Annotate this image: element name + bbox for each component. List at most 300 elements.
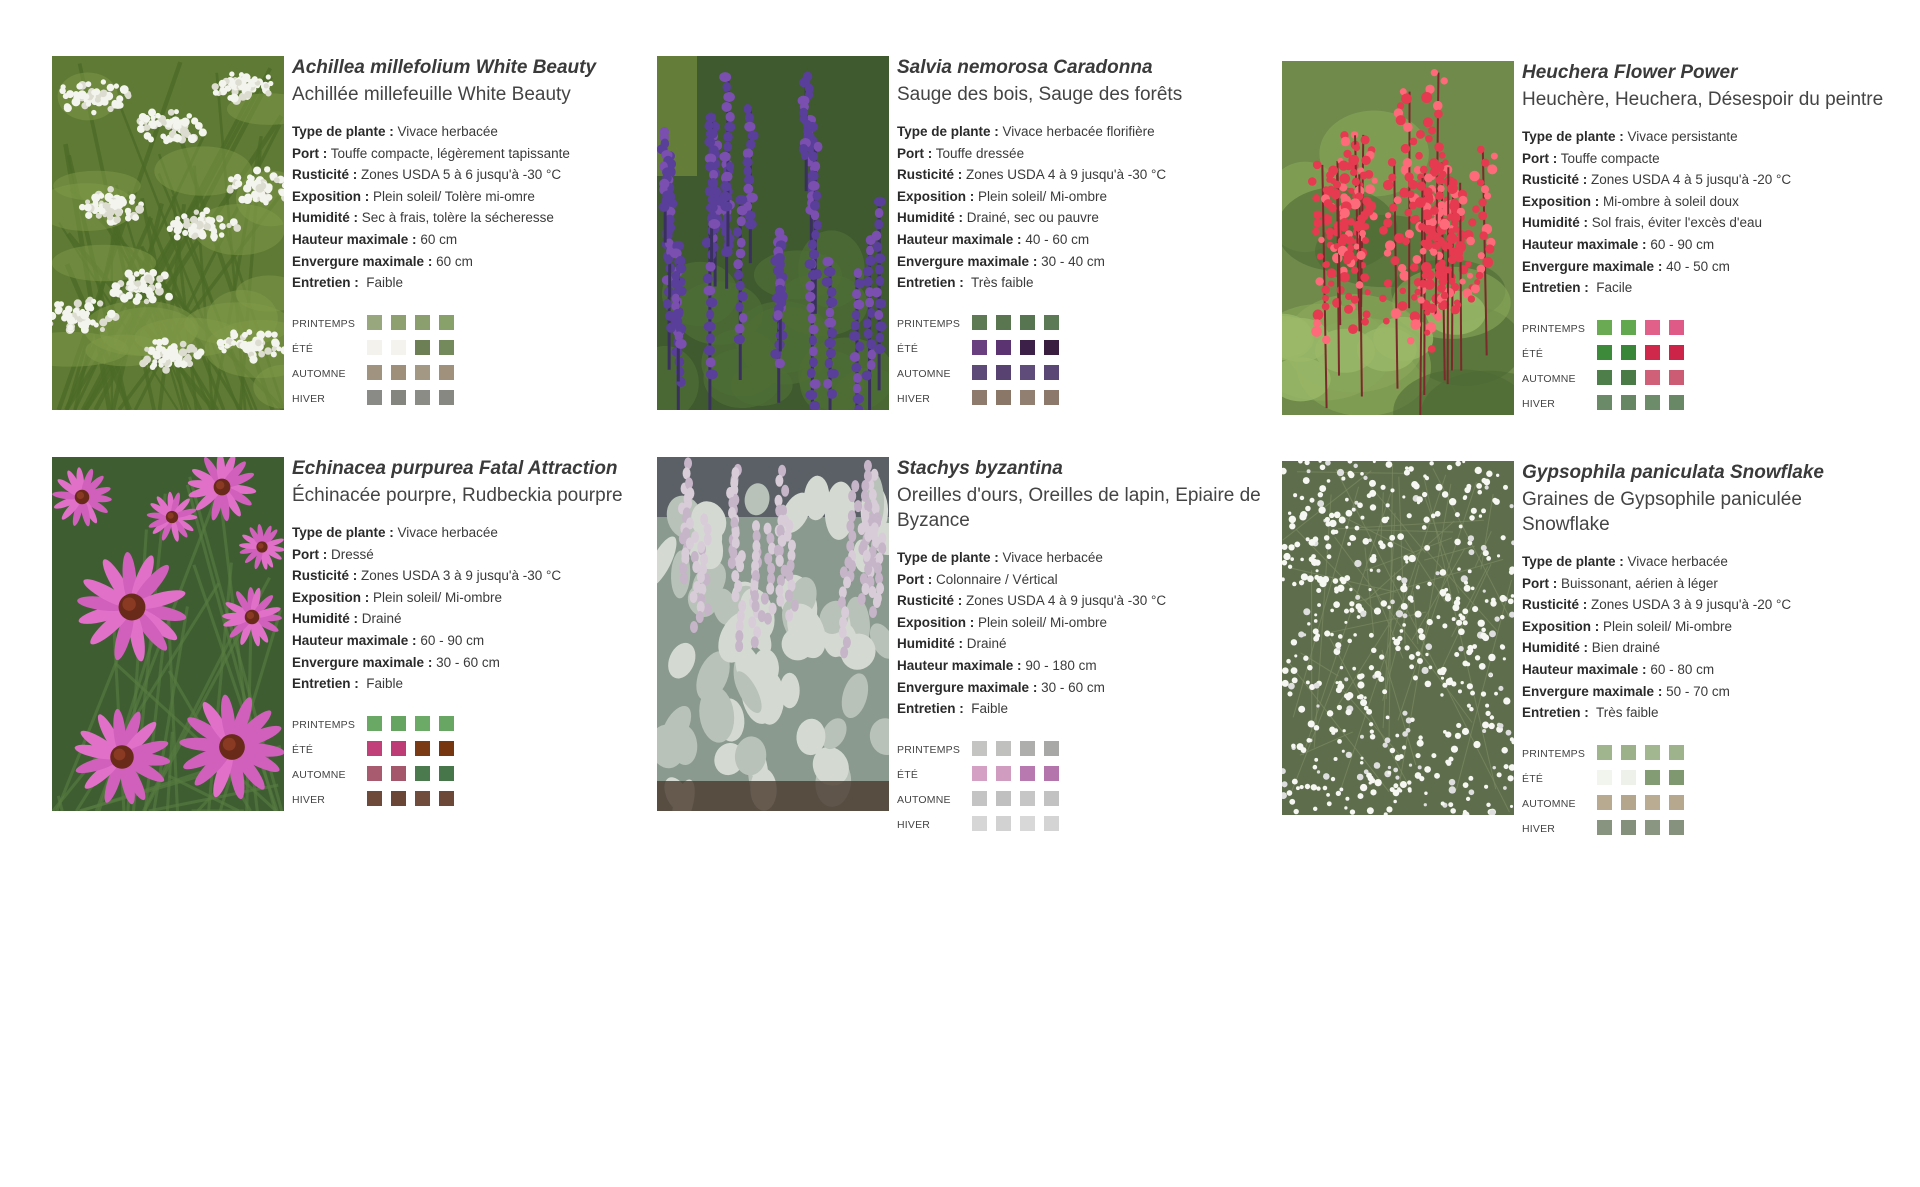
color-swatch — [1044, 340, 1059, 355]
color-swatch — [415, 741, 430, 756]
season-row-printemps — [1522, 319, 1892, 344]
color-swatch — [415, 791, 430, 806]
latin-name: Salvia nemorosa Caradonna — [897, 57, 1153, 78]
fact-rusticite — [897, 164, 1267, 186]
fact-label: Port : — [897, 571, 933, 587]
fact-value: Vivace herbacée florifière — [1002, 124, 1155, 139]
fact-label: Humidité : — [897, 210, 963, 226]
color-swatch — [996, 365, 1011, 380]
color-swatch — [367, 340, 382, 355]
fact-value: 60 cm — [420, 231, 458, 247]
fact-label: Entretien : — [292, 275, 359, 291]
fact-type — [1522, 126, 1892, 148]
season-swatches — [1597, 795, 1684, 810]
color-swatch — [1645, 820, 1660, 835]
color-swatch — [391, 340, 406, 355]
season-row-automne — [292, 364, 662, 389]
color-swatch — [972, 315, 987, 330]
fact-label: Hauteur maximale : — [1522, 236, 1647, 252]
color-swatch — [1597, 320, 1612, 335]
fact-label: Rusticité : — [292, 568, 358, 584]
season-label: AUTOMNE — [292, 768, 346, 781]
fact-label: Entretien : — [292, 676, 359, 692]
fact-value: 60 - 90 cm — [1650, 236, 1715, 252]
season-row-automne — [897, 364, 1267, 389]
season-swatches — [367, 365, 454, 380]
fact-hauteur — [897, 655, 1267, 677]
fact-label: Entretien : — [1522, 705, 1589, 721]
season-row-automne — [897, 790, 1267, 815]
color-swatch — [391, 365, 406, 380]
color-swatch — [1597, 770, 1612, 785]
fact-exposition — [897, 186, 1267, 208]
color-swatch — [972, 816, 987, 831]
color-swatch — [1044, 791, 1059, 806]
purple-salvia-spikes-icon — [657, 56, 889, 410]
fact-rusticite — [292, 164, 662, 186]
fact-value: 40 - 60 cm — [1025, 231, 1090, 247]
fact-entretien — [1522, 277, 1892, 299]
color-swatch — [367, 766, 382, 781]
color-swatch — [972, 365, 987, 380]
fact-value: Plein soleil/ Mi-ombre — [978, 188, 1108, 204]
fact-port — [292, 143, 662, 165]
fact-label: Entretien : — [897, 275, 964, 291]
fact-value: Faible — [366, 275, 404, 291]
fact-rusticite — [1522, 594, 1892, 616]
season-row-printemps — [292, 715, 662, 740]
color-swatch — [972, 390, 987, 405]
pink-coneflowers-image — [52, 457, 284, 811]
season-swatches — [367, 340, 454, 355]
common-name: Oreilles d'ours, Oreilles de lapin, Epiaire de Byzance — [897, 485, 1261, 531]
fact-label: Type de plante : — [897, 124, 999, 139]
color-swatch — [391, 315, 406, 330]
fact-label: Envergure maximale : — [897, 253, 1038, 269]
season-row-automne — [1522, 794, 1892, 819]
red-heuchera-flowers-icon — [1282, 61, 1514, 415]
white-yarrow-flowers-icon — [52, 56, 284, 410]
fact-label: Port : — [1522, 150, 1558, 166]
color-swatch — [1669, 395, 1684, 410]
season-row-ete — [897, 765, 1267, 790]
color-swatch — [1645, 345, 1660, 360]
season-color-chart — [897, 740, 1267, 840]
fact-exposition — [1522, 191, 1892, 213]
fact-label: Port : — [292, 546, 328, 562]
color-swatch — [1621, 370, 1636, 385]
common-name: Heuchère, Heuchera, Désespoir du peintre — [1522, 89, 1884, 110]
season-swatches — [972, 741, 1059, 756]
fact-value: 40 - 50 cm — [1666, 258, 1730, 274]
color-swatch — [972, 791, 987, 806]
common-name: Échinacée pourpre, Rudbeckia pourpre — [292, 485, 623, 506]
fact-value: Drainé — [361, 611, 402, 627]
purple-salvia-spikes-image — [657, 56, 889, 410]
fact-type — [897, 121, 1267, 143]
fact-humidite — [1522, 212, 1892, 234]
fact-exposition — [292, 587, 662, 609]
white-babys-breath-flowers-icon — [1282, 461, 1514, 815]
fact-value: Vivace herbacée — [397, 525, 498, 540]
season-swatches — [367, 716, 454, 731]
color-swatch — [1621, 770, 1636, 785]
season-label: HIVER — [897, 392, 931, 405]
season-swatches — [972, 340, 1059, 355]
color-swatch — [1669, 795, 1684, 810]
plant-info — [292, 457, 662, 815]
fact-exposition — [897, 612, 1267, 634]
color-swatch — [1669, 745, 1684, 760]
season-label: ÉTÉ — [897, 768, 919, 781]
latin-name: Stachys byzantina — [897, 458, 1063, 479]
color-swatch — [1621, 345, 1636, 360]
color-swatch — [367, 365, 382, 380]
fact-label: Type de plante : — [292, 525, 394, 540]
fact-port — [1522, 148, 1892, 170]
color-swatch — [391, 390, 406, 405]
fact-value: Faible — [971, 701, 1009, 717]
season-swatches — [367, 766, 454, 781]
fact-label: Humidité : — [292, 611, 358, 627]
fact-value: Dressé — [331, 546, 374, 562]
fact-humidite — [292, 608, 662, 630]
fact-label: Envergure maximale : — [292, 654, 433, 670]
color-swatch — [415, 390, 430, 405]
fact-port — [897, 569, 1267, 591]
fact-label: Hauteur maximale : — [897, 231, 1022, 247]
fact-label: Humidité : — [292, 210, 358, 226]
color-swatch — [1669, 820, 1684, 835]
fact-humidite — [897, 633, 1267, 655]
season-label: HIVER — [292, 392, 326, 405]
fact-humidite — [1522, 637, 1892, 659]
common-name: Graines de Gypsophile paniculée Snowflake — [1522, 489, 1802, 535]
red-heuchera-flowers-image — [1282, 61, 1514, 415]
fact-envergure — [897, 251, 1267, 273]
color-swatch — [415, 716, 430, 731]
silver-lambs-ear-leaves-icon — [657, 457, 889, 811]
season-row-printemps — [897, 314, 1267, 339]
season-row-ete — [292, 740, 662, 765]
season-label: HIVER — [292, 793, 326, 806]
season-swatches — [1597, 345, 1684, 360]
season-label: PRINTEMPS — [1522, 322, 1586, 335]
color-swatch — [367, 390, 382, 405]
season-row-printemps — [1522, 744, 1892, 769]
season-swatches — [972, 791, 1059, 806]
fact-value: 50 - 70 cm — [1666, 683, 1730, 699]
color-swatch — [1597, 795, 1612, 810]
color-swatch — [1645, 795, 1660, 810]
fact-label: Exposition : — [897, 188, 975, 204]
color-swatch — [1597, 345, 1612, 360]
color-swatch — [1621, 795, 1636, 810]
pink-coneflowers-icon — [52, 457, 284, 811]
season-row-ete — [292, 339, 662, 364]
fact-envergure — [1522, 681, 1892, 703]
fact-value: Mi-ombre à soleil doux — [1603, 193, 1739, 209]
season-swatches — [367, 390, 454, 405]
season-swatches — [1597, 820, 1684, 835]
fact-hauteur — [292, 229, 662, 251]
season-label: AUTOMNE — [292, 367, 346, 380]
fact-value: Zones USDA 3 à 9 jusqu'à -20 °C — [1591, 597, 1792, 613]
color-swatch — [1621, 395, 1636, 410]
color-swatch — [996, 390, 1011, 405]
fact-label: Exposition : — [1522, 193, 1600, 209]
fact-value: Faible — [366, 676, 404, 692]
color-swatch — [1020, 315, 1035, 330]
color-swatch — [1669, 370, 1684, 385]
color-swatch — [1645, 320, 1660, 335]
fact-value: Vivace persistante — [1627, 129, 1738, 144]
common-name: Achillée millefeuille White Beauty — [292, 84, 571, 105]
fact-value: Facile — [1596, 280, 1633, 296]
fact-type — [1522, 551, 1892, 573]
color-swatch — [367, 741, 382, 756]
fact-value: 30 - 60 cm — [1041, 679, 1105, 695]
fact-value: 90 - 180 cm — [1025, 657, 1097, 673]
fact-value: Colonnaire / Vértical — [936, 571, 1058, 587]
fact-value: Très faible — [971, 275, 1034, 291]
common-name: Sauge des bois, Sauge des forêts — [897, 84, 1183, 105]
fact-entretien — [897, 698, 1267, 720]
color-swatch — [367, 716, 382, 731]
fact-value: Plein soleil/ Tolère mi-omre — [373, 188, 535, 204]
season-label: ÉTÉ — [292, 743, 314, 756]
season-row-hiver — [897, 815, 1267, 840]
color-swatch — [367, 315, 382, 330]
color-swatch — [1645, 770, 1660, 785]
season-swatches — [367, 791, 454, 806]
season-swatches — [1597, 770, 1684, 785]
season-color-chart — [897, 314, 1267, 414]
fact-type — [292, 522, 662, 544]
plant-card-6 — [1282, 461, 1892, 841]
color-swatch — [1020, 390, 1035, 405]
fact-label: Exposition : — [897, 614, 975, 630]
season-label: PRINTEMPS — [897, 743, 961, 756]
color-swatch — [972, 741, 987, 756]
season-label: PRINTEMPS — [1522, 747, 1586, 760]
color-swatch — [1020, 791, 1035, 806]
fact-label: Hauteur maximale : — [1522, 661, 1647, 677]
season-label: ÉTÉ — [897, 342, 919, 355]
fact-value: Vivace herbacée — [1627, 554, 1728, 569]
color-swatch — [1597, 820, 1612, 835]
fact-value: 30 - 40 cm — [1041, 253, 1105, 269]
plant-card-3 — [1282, 61, 1892, 441]
color-swatch — [1645, 745, 1660, 760]
fact-port — [292, 544, 662, 566]
plant-card-2 — [657, 56, 1267, 436]
color-swatch — [439, 766, 454, 781]
fact-humidite — [292, 207, 662, 229]
fact-value: Touffe compacte, légèrement tapissante — [330, 145, 570, 161]
color-swatch — [972, 340, 987, 355]
season-row-ete — [1522, 344, 1892, 369]
season-swatches — [972, 390, 1059, 405]
season-row-hiver — [1522, 819, 1892, 844]
fact-rusticite — [897, 590, 1267, 612]
fact-label: Hauteur maximale : — [292, 632, 417, 648]
fact-rusticite — [1522, 169, 1892, 191]
season-swatches — [1597, 395, 1684, 410]
color-swatch — [996, 340, 1011, 355]
color-swatch — [391, 791, 406, 806]
season-row-hiver — [897, 389, 1267, 414]
color-swatch — [1044, 741, 1059, 756]
fact-label: Type de plante : — [1522, 129, 1624, 144]
color-swatch — [996, 741, 1011, 756]
fact-value: Zones USDA 4 à 9 jusqu'à -30 °C — [966, 593, 1167, 609]
color-swatch — [1645, 370, 1660, 385]
fact-entretien — [292, 272, 662, 294]
fact-label: Humidité : — [1522, 640, 1588, 656]
fact-entretien — [897, 272, 1267, 294]
color-swatch — [1020, 741, 1035, 756]
fact-label: Port : — [897, 145, 933, 161]
color-swatch — [1044, 390, 1059, 405]
fact-value: Touffe dressée — [935, 145, 1025, 161]
fact-value: 60 - 90 cm — [420, 632, 485, 648]
fact-value: 60 - 80 cm — [1650, 661, 1715, 677]
season-row-automne — [1522, 369, 1892, 394]
season-row-ete — [897, 339, 1267, 364]
fact-envergure — [897, 677, 1267, 699]
color-swatch — [1020, 816, 1035, 831]
season-color-chart — [292, 715, 662, 815]
season-label: PRINTEMPS — [292, 317, 356, 330]
fact-label: Rusticité : — [1522, 597, 1588, 613]
season-label: HIVER — [1522, 397, 1556, 410]
fact-label: Envergure maximale : — [1522, 683, 1663, 699]
fact-hauteur — [292, 630, 662, 652]
season-swatches — [367, 741, 454, 756]
color-swatch — [439, 791, 454, 806]
latin-name: Gypsophila paniculata Snowflake — [1522, 462, 1824, 483]
season-row-hiver — [1522, 394, 1892, 419]
season-row-ete — [1522, 769, 1892, 794]
fact-value: Touffe compacte — [1560, 150, 1660, 166]
fact-value: Zones USDA 4 à 5 jusqu'à -20 °C — [1591, 172, 1792, 188]
plant-facts — [897, 547, 1267, 720]
color-swatch — [1044, 766, 1059, 781]
color-swatch — [1044, 315, 1059, 330]
silver-lambs-ear-leaves-image — [657, 457, 889, 811]
fact-label: Rusticité : — [1522, 172, 1588, 188]
season-label: ÉTÉ — [1522, 347, 1544, 360]
color-swatch — [415, 365, 430, 380]
color-swatch — [415, 766, 430, 781]
color-swatch — [415, 340, 430, 355]
fact-label: Exposition : — [292, 188, 370, 204]
season-row-hiver — [292, 790, 662, 815]
season-swatches — [1597, 320, 1684, 335]
color-swatch — [439, 741, 454, 756]
season-label: AUTOMNE — [897, 367, 951, 380]
fact-value: 60 cm — [436, 253, 473, 269]
fact-value: 30 - 60 cm — [436, 654, 500, 670]
season-swatches — [1597, 745, 1684, 760]
plant-info — [1522, 61, 1892, 419]
color-swatch — [1020, 340, 1035, 355]
plant-facts — [292, 121, 662, 294]
season-swatches — [972, 315, 1059, 330]
white-yarrow-flowers-image — [52, 56, 284, 410]
fact-label: Rusticité : — [897, 167, 963, 183]
fact-value: Plein soleil/ Mi-ombre — [978, 614, 1108, 630]
fact-hauteur — [897, 229, 1267, 251]
color-swatch — [1669, 345, 1684, 360]
latin-name: Heuchera Flower Power — [1522, 62, 1738, 83]
season-label: HIVER — [897, 818, 931, 831]
fact-humidite — [897, 207, 1267, 229]
fact-label: Humidité : — [1522, 215, 1588, 231]
fact-label: Humidité : — [897, 636, 963, 652]
plant-info — [292, 56, 662, 414]
fact-label: Hauteur maximale : — [897, 657, 1022, 673]
color-swatch — [1020, 365, 1035, 380]
color-swatch — [972, 766, 987, 781]
fact-value: Drainé, sec ou pauvre — [966, 210, 1099, 226]
fact-label: Exposition : — [292, 589, 370, 605]
fact-value: Zones USDA 4 à 9 jusqu'à -30 °C — [966, 167, 1167, 183]
season-row-automne — [292, 765, 662, 790]
fact-label: Envergure maximale : — [1522, 258, 1663, 274]
color-swatch — [391, 716, 406, 731]
season-color-chart — [1522, 319, 1892, 419]
fact-value: Zones USDA 3 à 9 jusqu'à -30 °C — [361, 568, 562, 584]
fact-value: Vivace herbacée — [1002, 550, 1103, 565]
color-swatch — [1645, 395, 1660, 410]
fact-label: Type de plante : — [292, 124, 394, 139]
fact-envergure — [1522, 256, 1892, 278]
plant-facts — [1522, 551, 1892, 724]
fact-value: Vivace herbacée — [397, 124, 498, 139]
fact-rusticite — [292, 565, 662, 587]
season-label: PRINTEMPS — [292, 718, 356, 731]
season-label: PRINTEMPS — [897, 317, 961, 330]
plant-facts — [292, 522, 662, 695]
fact-entretien — [292, 673, 662, 695]
fact-value: Bien drainé — [1591, 640, 1661, 656]
color-swatch — [1621, 820, 1636, 835]
fact-value: Très faible — [1596, 705, 1659, 721]
fact-type — [897, 547, 1267, 569]
fact-port — [897, 143, 1267, 165]
fact-label: Port : — [1522, 575, 1558, 591]
white-babys-breath-flowers-image — [1282, 461, 1514, 815]
color-swatch — [1669, 320, 1684, 335]
color-swatch — [1597, 395, 1612, 410]
fact-label: Envergure maximale : — [897, 679, 1038, 695]
color-swatch — [439, 340, 454, 355]
fact-value: Sec à frais, tolère la sécheresse — [361, 210, 554, 226]
color-swatch — [1621, 745, 1636, 760]
season-swatches — [367, 315, 454, 330]
fact-value: Sol frais, éviter l'excès d'eau — [1591, 215, 1762, 231]
color-swatch — [1669, 770, 1684, 785]
fact-port — [1522, 573, 1892, 595]
latin-name: Achillea millefolium White Beauty — [292, 57, 597, 78]
fact-envergure — [292, 251, 662, 273]
fact-label: Envergure maximale : — [292, 253, 433, 269]
color-swatch — [1597, 745, 1612, 760]
season-label: AUTOMNE — [1522, 797, 1576, 810]
color-swatch — [996, 766, 1011, 781]
